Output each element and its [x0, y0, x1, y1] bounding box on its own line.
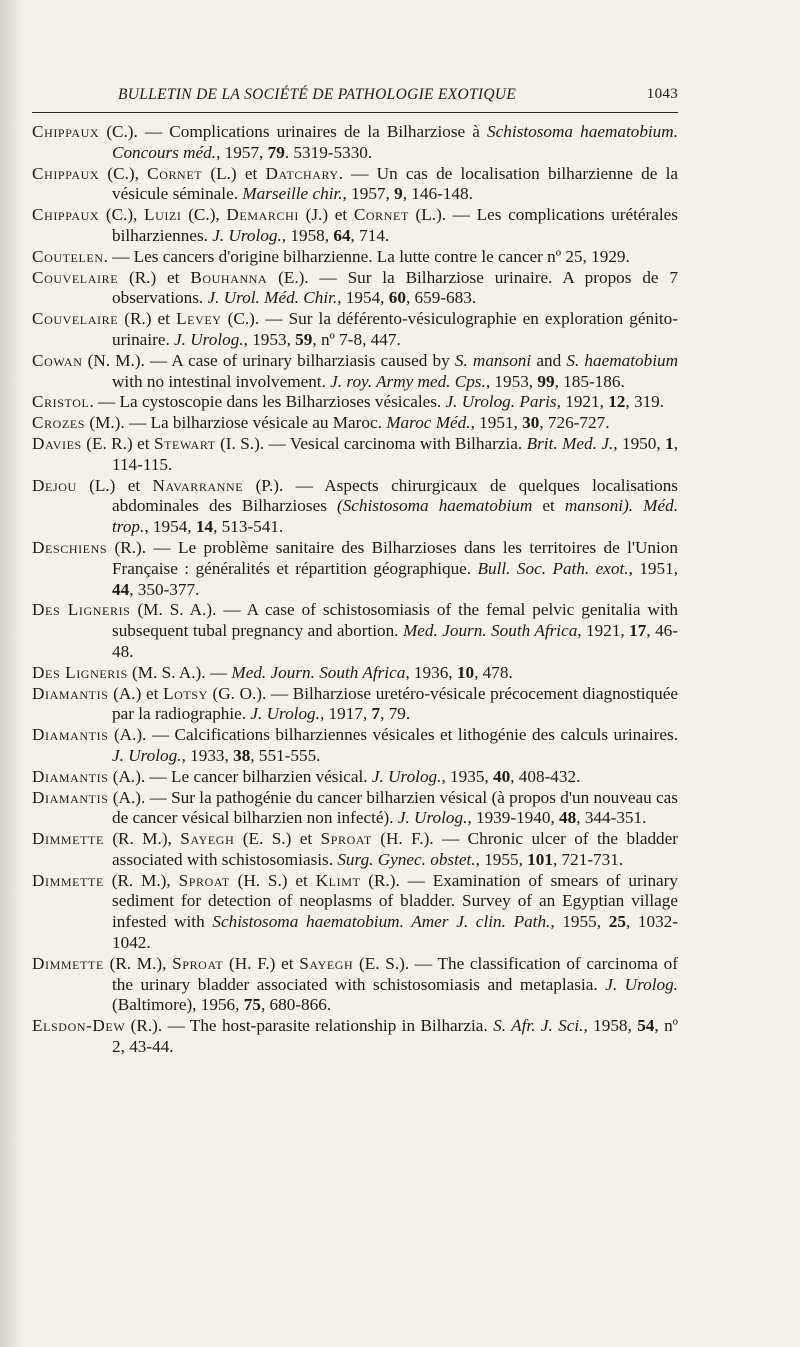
- reference-entry: [32, 205, 678, 247]
- italic-text: Maroc Méd.: [386, 413, 471, 433]
- reference-entry: [32, 268, 678, 310]
- reference-entry: [32, 788, 678, 830]
- reference-text: (N. M.). — A case of urinary bilharziasis caused by: [82, 350, 455, 370]
- author-name: Klimt: [315, 870, 361, 890]
- reference-text: , 344-351.: [576, 808, 647, 828]
- reference-text: . — Un cas de localisation bilharzienne de la vésicule séminale.: [112, 163, 678, 204]
- reference-text: (H. S.) et: [229, 870, 316, 890]
- volume-number: 40: [493, 766, 511, 786]
- author-name: Sproat: [172, 953, 224, 973]
- italic-text: J. Urolog.: [371, 766, 442, 786]
- reference-text: (J.) et: [298, 205, 354, 225]
- reference-text: (P.). — Aspects chirurgicaux de quelques localisations abdominales des Bilharzioses: [112, 475, 678, 516]
- reference-text: (A.). — Sur la pathogénie du cancer bilharzien vésical (à propos d'un nouveau cas de cancer vésical bilharzien non infecté).: [108, 787, 678, 828]
- reference-entry: [32, 871, 678, 954]
- reference-text: , 551-555.: [250, 745, 321, 765]
- reference-text: (M. S. A.). — A case of schistosomiasis of the femal pelvic genitalia with subsequent tubal pregnancy and abortion.: [112, 600, 679, 641]
- reference-entry: [32, 476, 678, 538]
- author-name: Cowan: [32, 350, 83, 370]
- author-name: Navarranne: [152, 475, 244, 495]
- volume-number: 30: [522, 413, 540, 433]
- reference-entry: [32, 954, 678, 1016]
- reference-entry: [32, 309, 678, 351]
- reference-text: , 1939-1940,: [467, 808, 560, 828]
- italic-text: J. Urolog. Paris: [445, 392, 557, 412]
- reference-text: et: [532, 496, 565, 516]
- reference-text: , 1917,: [319, 704, 372, 724]
- author-name: Datchary: [265, 163, 339, 183]
- reference-entry: [32, 247, 678, 268]
- italic-text: Schistosoma haematobium. Amer J. clin. Path.: [212, 912, 551, 932]
- italic-text: Bull. Soc. Path. exot.: [477, 558, 629, 578]
- reference-text: (R. M.),: [103, 829, 181, 849]
- author-name: Diamantis: [32, 787, 109, 807]
- reference-entry: [32, 1016, 678, 1058]
- reference-text: , 1954,: [337, 288, 389, 308]
- reference-text: , 408-432.: [510, 766, 581, 786]
- italic-text: S. mansoni: [454, 350, 532, 370]
- italic-text: Med. Journ. South Africa: [402, 621, 578, 641]
- author-name: Des Ligneris: [32, 662, 128, 682]
- reference-entry: [32, 829, 678, 871]
- journal-title: BULLETIN DE LA SOCIÉTÉ DE PATHOLOGIE EXOTIQUE: [118, 86, 517, 103]
- reference-text: (C.),: [99, 163, 148, 183]
- reference-text: , 46-48.: [112, 621, 678, 661]
- reference-text: , 714.: [350, 225, 390, 245]
- reference-text: (R.). — Examination of smears of urinary sediment for detection of neoplasms of bladder. Survey of an Egyptian village infested with: [112, 870, 679, 932]
- reference-entry: [32, 684, 678, 726]
- volume-number: 64: [333, 225, 351, 245]
- reference-text: , 1951,: [470, 413, 523, 433]
- reference-text: . 5319-5330.: [284, 142, 373, 162]
- reference-text: (C.). — Sur la déférento-vésiculographie en exploration génito-urinaire.: [112, 309, 678, 349]
- reference-text: , 1953,: [485, 371, 538, 391]
- reference-text: , 1933,: [181, 745, 234, 765]
- author-name: Luizi: [144, 205, 182, 225]
- reference-text: (L.) et: [202, 163, 266, 183]
- author-name: Levey: [176, 309, 222, 329]
- author-name: Couvelaire: [32, 267, 119, 287]
- italic-text: S. haematobium: [566, 350, 678, 370]
- volume-number: 7: [371, 704, 381, 724]
- reference-text: , 146-148.: [402, 184, 473, 204]
- bibliography-list: [32, 122, 678, 1058]
- reference-text: , 350-377.: [129, 579, 200, 599]
- reference-text: (R. M.),: [103, 953, 173, 973]
- reference-text: , 1953,: [243, 329, 296, 349]
- volume-number: 99: [537, 371, 555, 391]
- reference-entry: [32, 413, 678, 434]
- reference-text: (H. F.) et: [223, 953, 300, 973]
- author-name: Chippaux: [32, 122, 100, 141]
- author-name: Cornet: [147, 163, 203, 183]
- italic-text: S. Afr. J. Sci.: [493, 1016, 584, 1036]
- author-name: Sproat: [320, 829, 372, 849]
- italic-text: J. Urolog.: [250, 704, 320, 724]
- volume-number: 79: [267, 142, 285, 162]
- reference-text: . — Les cancers d'origine bilharzienne. La lutte contre le cancer nº 25, 1929.: [103, 246, 630, 266]
- reference-text: (C.),: [99, 205, 145, 225]
- reference-text: , 721-731.: [552, 849, 624, 869]
- reference-text: (R.) et: [118, 309, 177, 329]
- reference-text: (L.). — Les complications urétérales bilharziennes.: [112, 205, 678, 245]
- reference-text: (C.),: [181, 205, 227, 225]
- italic-text: mansoni). Méd. trop.: [112, 496, 679, 537]
- reference-text: . — La cystoscopie dans les Bilharzioses vésicales.: [89, 392, 446, 412]
- italic-text: Schistosoma haematobium. Concours méd.: [112, 122, 678, 162]
- reference-text: , 1921,: [556, 392, 609, 412]
- reference-text: , 1936,: [405, 662, 457, 682]
- italic-text: J. Urol. Méd. Chir.: [207, 288, 338, 308]
- author-name: Stewart: [153, 433, 216, 453]
- italic-text: Brit. Med. J.: [526, 433, 614, 453]
- author-name: Des Ligneris: [32, 600, 131, 620]
- reference-text: (M. S. A.). —: [127, 662, 232, 682]
- author-name: Dimmette: [32, 829, 104, 849]
- volume-number: 9: [394, 184, 403, 204]
- italic-text: J. Urolog.: [397, 808, 468, 828]
- reference-entry: [32, 434, 678, 476]
- italic-text: J. Urolog.: [605, 974, 678, 994]
- reference-text: (A.). — Le cancer bilharzien vésical.: [108, 766, 372, 786]
- italic-text: Surg. Gynec. obstet.: [337, 849, 476, 869]
- volume-number: 12: [608, 392, 626, 412]
- reference-entry: [32, 767, 678, 788]
- italic-text: (Schistosoma haematobium: [336, 496, 533, 516]
- reference-text: , 478.: [474, 662, 513, 682]
- volume-number: 54: [637, 1016, 655, 1036]
- reference-text: , 1921,: [577, 621, 630, 641]
- reference-text: (E. S.). — The classification of carcinoma of the urinary bladder associated with schistosomiasis and metaplasia.: [112, 953, 678, 994]
- italic-text: J. Urolog.: [174, 329, 244, 349]
- reference-text: (I. S.). — Vesical carcinoma with Bilharzia.: [215, 433, 527, 453]
- reference-text: , 1951,: [628, 558, 678, 578]
- reference-text: (E. S.) et: [234, 829, 321, 849]
- volume-number: 14: [195, 517, 214, 537]
- author-name: Coutelen: [32, 246, 104, 266]
- volume-number: 75: [243, 995, 261, 1015]
- reference-text: , 1955,: [550, 912, 609, 932]
- reference-text: , nº 2, 43-44.: [112, 1016, 678, 1057]
- reference-entry: [32, 725, 678, 767]
- reference-text: (A.). — Calcifications bilharziennes vésicales et lithogénie des calculs urinaires.: [108, 725, 678, 745]
- author-name: Sayegh: [299, 953, 354, 973]
- reference-text: (M.). — La bilharziose vésicale au Maroc.: [85, 413, 387, 433]
- header-rule: [32, 112, 678, 113]
- author-name: Deschiens: [32, 537, 108, 557]
- author-name: Cristol: [32, 392, 90, 412]
- reference-text: , 79.: [380, 704, 411, 724]
- author-name: Bouhanna: [190, 267, 268, 287]
- volume-number: 44: [112, 579, 130, 599]
- author-name: Dimmette: [32, 870, 104, 890]
- author-name: Cornet: [353, 205, 409, 225]
- reference-entry: [32, 538, 678, 600]
- reference-entry: [32, 164, 678, 206]
- reference-text: (C.). — Complications urinaires de la Bilharziose à: [99, 122, 488, 141]
- reference-entry: [32, 122, 678, 164]
- italic-text: J. Urolog.: [112, 745, 182, 765]
- reference-entry: [32, 663, 678, 684]
- reference-text: , 114-115.: [112, 433, 678, 474]
- author-name: Couvelaire: [32, 309, 119, 329]
- reference-text: (R.). — The host-parasite relationship in Bilharzia.: [125, 1016, 494, 1036]
- reference-text: (H. F.). — Chronic ulcer of the bladder associated with schistosomiasis.: [112, 829, 678, 869]
- author-name: Demarchi: [226, 205, 299, 225]
- reference-text: , 1958,: [583, 1016, 638, 1036]
- reference-text: , nº 7-8, 447.: [312, 329, 401, 349]
- reference-entry: [32, 392, 678, 413]
- italic-text: Marseille chir.: [242, 184, 343, 204]
- volume-number: 38: [233, 745, 251, 765]
- author-name: Diamantis: [32, 725, 109, 745]
- reference-text: (Baltimore), 1956,: [112, 995, 244, 1015]
- volume-number: 10: [456, 662, 475, 682]
- reference-text: (R.) et: [118, 267, 191, 287]
- italic-text: J. roy. Army med. Cps.: [330, 371, 486, 391]
- author-name: Dejou: [32, 475, 77, 495]
- author-name: Sayegh: [180, 829, 235, 849]
- author-name: Diamantis: [32, 683, 109, 703]
- author-name: Lotsy: [163, 683, 208, 703]
- reference-text: , 659-683.: [405, 288, 477, 308]
- reference-text: (A.) et: [108, 683, 163, 703]
- reference-text: (G. O.). — Bilharziose uretéro-vésicale précocement diagnostiquée par la radiographie.: [112, 683, 679, 724]
- reference-text: with no intestinal involvement.: [112, 371, 331, 391]
- reference-text: , 185-186.: [554, 371, 625, 391]
- author-name: Davies: [32, 433, 82, 453]
- author-name: Diamantis: [32, 766, 109, 786]
- volume-number: 60: [388, 288, 406, 308]
- italic-text: J. Urolog.: [212, 225, 282, 245]
- reference-text: and: [531, 350, 567, 370]
- italic-text: Med. Journ. South Africa: [231, 662, 406, 682]
- volume-number: 59: [295, 329, 313, 349]
- author-name: Dimmette: [32, 953, 104, 973]
- volume-number: 1: [665, 433, 674, 453]
- author-name: Sproat: [178, 870, 230, 890]
- volume-number: 17: [629, 621, 647, 641]
- volume-number: 25: [608, 912, 626, 932]
- author-name: Elsdon-Dew: [32, 1016, 126, 1036]
- reference-text: , 1954,: [144, 517, 196, 537]
- reference-text: , 1935,: [441, 766, 494, 786]
- reference-text: , 726-727.: [539, 413, 610, 433]
- reference-text: (R.). — Le problème sanitaire des Bilharzioses dans les territoires de l'Union Française : généralités et répartition géographique.: [107, 537, 678, 578]
- reference-text: , 319.: [625, 392, 665, 412]
- page-number: 1043: [646, 86, 678, 102]
- reference-text: , 1957,: [342, 184, 395, 204]
- author-name: Chippaux: [32, 205, 100, 225]
- reference-text: (E. R.) et: [81, 433, 154, 453]
- reference-text: (E.). — Sur la Bilharziose urinaire. A propos de 7 observations.: [112, 267, 678, 308]
- reference-text: , 1950,: [613, 433, 666, 453]
- reference-entry: [32, 351, 678, 393]
- author-name: Crozes: [32, 413, 86, 433]
- reference-entry: [32, 600, 678, 662]
- reference-text: (R. M.),: [103, 870, 179, 890]
- reference-text: , 1955,: [475, 849, 528, 869]
- reference-text: , 1957,: [216, 142, 268, 162]
- reference-text: , 1958,: [281, 225, 334, 245]
- reference-text: , 1032-1042.: [112, 912, 679, 953]
- reference-text: , 513-541.: [213, 517, 284, 537]
- volume-number: 48: [559, 808, 577, 828]
- reference-text: (L.) et: [76, 475, 153, 495]
- volume-number: 101: [527, 849, 553, 869]
- reference-text: , 680-866.: [260, 995, 332, 1015]
- author-name: Chippaux: [32, 163, 100, 183]
